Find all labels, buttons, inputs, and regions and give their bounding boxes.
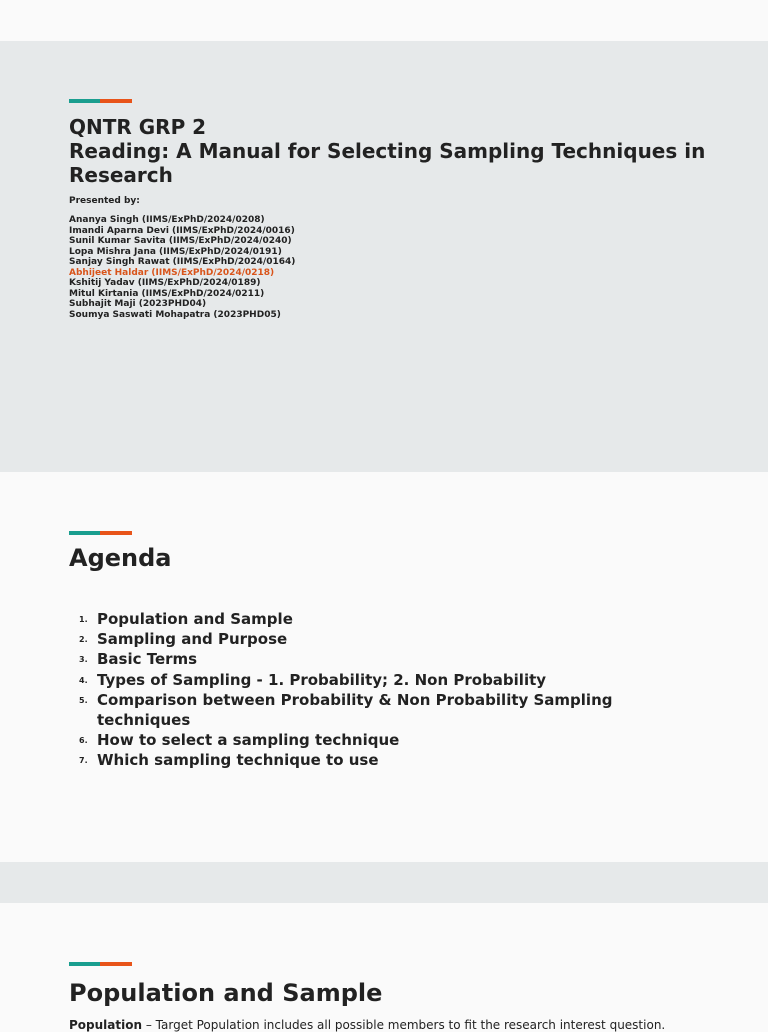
agenda-item-text: Comparison between Probability & Non Probability Sampling techniques [97,690,613,730]
agenda-item-number: 6. [79,736,88,746]
group-name: QNTR GRP 2 [69,115,207,139]
agenda-item [69,690,649,730]
accent-bar [69,962,132,966]
member-item: Lopa Mishra Jana (IIMS/ExPhD/2024/0191) [69,246,282,257]
population-slide [0,903,768,1032]
member-item: Sanjay Singh Rawat (IIMS/ExPhD/2024/0164) [69,257,296,267]
accent-bar [69,531,132,535]
agenda-slide [0,472,768,862]
agenda-item-number: 2. [79,635,88,645]
agenda-item [69,670,649,690]
population-title: Population and Sample [69,979,383,1007]
agenda-item [69,629,649,649]
agenda-item [69,649,649,669]
accent-bar-teal [69,962,100,966]
agenda-item-text: Sampling and Purpose [97,630,288,649]
reading-title: Reading: A Manual for Selecting Sampling Techniques in Research [69,139,706,187]
presented-by-label: Presented by: [69,196,140,206]
agenda-item [69,750,649,770]
title-slide [0,41,768,472]
member-item: Ananya Singh (IIMS/ExPhD/2024/0208) [69,215,265,225]
member-item: Soumya Saswati Mohapatra (2023PHD05) [69,309,281,320]
agenda-item-number: 4. [79,675,88,685]
population-body: – Target Population includes all possible members to fit the research interest question. [142,1018,666,1032]
member-item: Sunil Kumar Savita (IIMS/ExPhD/2024/0240) [69,236,292,246]
agenda-item-text: Population and Sample [97,610,293,628]
accent-bar-orange [100,962,132,966]
accent-bar-orange [100,531,132,535]
member-item: Imandi Aparna Devi (IIMS/ExPhD/2024/0016) [69,225,295,236]
population-definition [69,1018,709,1032]
member-item: Mitul Kirtania (IIMS/ExPhD/2024/0211) [69,288,265,299]
member-item-highlighted: Abhijeet Haldar (IIMS/ExPhD/2024/0218) [69,267,275,278]
accent-bar-teal [69,99,100,103]
agenda-item-text: Types of Sampling - 1. Probability; 2. Non Probability [97,670,547,689]
agenda-title: Agenda [69,544,172,572]
title-block [69,115,729,187]
member-item: Kshitij Yadav (IIMS/ExPhD/2024/0189) [69,278,261,288]
agenda-item-number: 5. [79,695,88,705]
agenda-item-number: 7. [79,756,88,766]
member-list [69,215,295,320]
agenda-item [69,730,649,750]
agenda-item-number: 1. [79,615,88,624]
member-item: Subhajit Maji (2023PHD04) [69,299,207,309]
agenda-item-text: Which sampling technique to use [97,751,379,770]
agenda-item-number: 3. [79,655,88,665]
agenda-item-text: Basic Terms [97,650,198,669]
accent-bar-orange [100,99,132,103]
agenda-list [69,609,649,771]
agenda-item-text: How to select a sampling technique [97,731,400,750]
accent-bar [69,99,132,103]
agenda-item [69,609,649,629]
slide-divider [0,862,768,903]
population-label: Population [69,1018,143,1032]
accent-bar-teal [69,531,100,535]
